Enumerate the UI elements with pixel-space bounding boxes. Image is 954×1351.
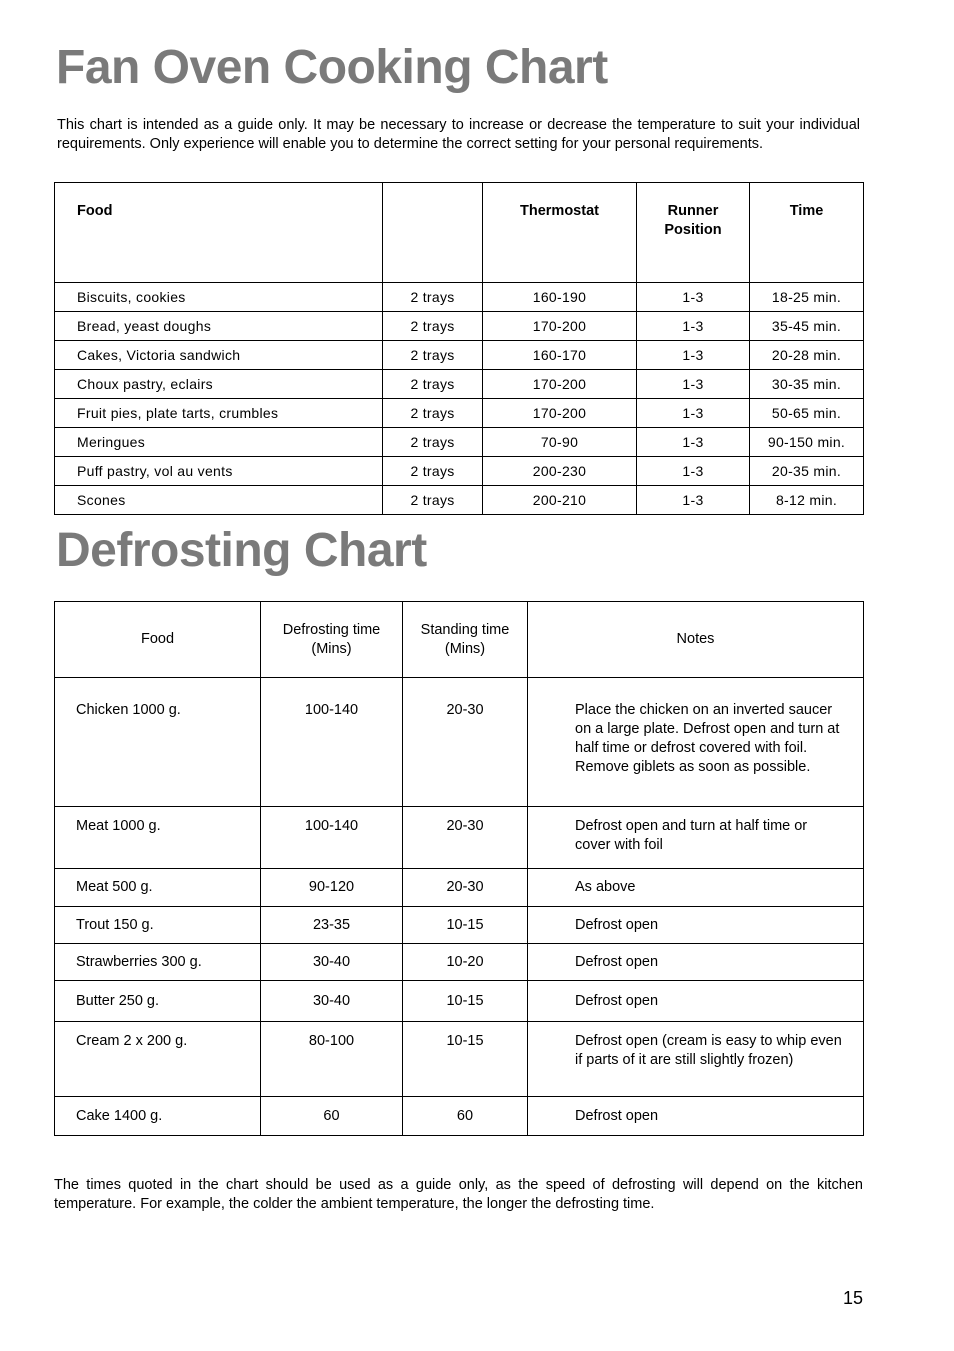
defrost-cell-standing-time: 10-15	[403, 981, 528, 1022]
fan-oven-intro: This chart is intended as a guide only. It may be necessary to increase or decrease the temperature to suit your individual requirements. Only experience will enable you to determine the correct setting for your personal requirements.	[57, 117, 860, 152]
defrost-cell-defrosting-time: 100-140	[261, 678, 403, 807]
fan-cell-quantity: 2 trays	[383, 283, 483, 312]
defrost-row	[55, 944, 864, 981]
fan-cell-food: Bread, yeast doughs	[55, 312, 383, 341]
defrost-header-defrosting-time: Defrosting time (Mins)	[261, 602, 403, 678]
defrost-cell-food: Chicken 1000 g.	[55, 678, 261, 807]
defrost-cell-notes: Defrost open and turn at half time or cover with foil	[528, 807, 864, 869]
defrost-cell-notes: Defrost open (cream is easy to whip even if parts of it are still slightly frozen)	[528, 1022, 864, 1097]
fan-oven-row	[55, 370, 864, 399]
defrost-row	[55, 1097, 864, 1136]
defrost-cell-notes: Defrost open	[528, 944, 864, 981]
defrost-row	[55, 1022, 864, 1097]
defrost-cell-defrosting-time: 30-40	[261, 944, 403, 981]
fan-cell-thermostat: 170-200	[483, 312, 637, 341]
defrost-cell-food: Meat 1000 g.	[55, 807, 261, 869]
fan-cell-thermostat: 170-200	[483, 370, 637, 399]
fan-cell-food: Biscuits, cookies	[55, 283, 383, 312]
fan-header-quantity	[383, 183, 483, 283]
fan-oven-row	[55, 457, 864, 486]
fan-header-runner-position: Runner Position	[637, 183, 750, 283]
defrosting-footer-note: The times quoted in the chart should be used as a guide only, as the speed of defrosting will depend on the kitchen temperature. For example, the colder the ambient temperature, the longer the defrosting time.	[54, 1177, 863, 1212]
fan-cell-food: Fruit pies, plate tarts, crumbles	[55, 399, 383, 428]
defrost-cell-notes: Defrost open	[528, 1097, 864, 1136]
fan-cell-food: Meringues	[55, 428, 383, 457]
fan-oven-row	[55, 428, 864, 457]
defrost-cell-notes: Defrost open	[528, 907, 864, 944]
fan-cell-quantity: 2 trays	[383, 312, 483, 341]
fan-cell-time: 20-28 min.	[750, 341, 864, 370]
fan-cell-quantity: 2 trays	[383, 457, 483, 486]
defrost-row	[55, 807, 864, 869]
fan-cell-food: Puff pastry, vol au vents	[55, 457, 383, 486]
fan-cell-thermostat: 160-190	[483, 283, 637, 312]
defrost-row	[55, 907, 864, 944]
defrosting-chart-title: Defrosting Chart	[56, 524, 427, 577]
defrost-cell-defrosting-time: 60	[261, 1097, 403, 1136]
defrost-cell-defrosting-time: 23-35	[261, 907, 403, 944]
defrost-cell-standing-time: 20-30	[403, 678, 528, 807]
fan-cell-runner-position: 1-3	[637, 457, 750, 486]
fan-cell-time: 35-45 min.	[750, 312, 864, 341]
fan-cell-thermostat: 160-170	[483, 341, 637, 370]
defrost-row	[55, 678, 864, 807]
defrosting-table	[54, 601, 864, 1136]
fan-cell-runner-position: 1-3	[637, 486, 750, 515]
fan-cell-quantity: 2 trays	[383, 399, 483, 428]
defrost-header-standing-time: Standing time (Mins)	[403, 602, 528, 678]
defrost-cell-notes: Defrost open	[528, 981, 864, 1022]
fan-oven-row	[55, 312, 864, 341]
fan-oven-table	[54, 182, 864, 515]
fan-oven-chart-title: Fan Oven Cooking Chart	[56, 41, 608, 94]
fan-cell-time: 30-35 min.	[750, 370, 864, 399]
defrost-cell-standing-time: 10-20	[403, 944, 528, 981]
fan-cell-thermostat: 170-200	[483, 399, 637, 428]
defrost-cell-standing-time: 10-15	[403, 1022, 528, 1097]
defrost-cell-notes: As above	[528, 869, 864, 907]
fan-cell-thermostat: 200-210	[483, 486, 637, 515]
fan-cell-quantity: 2 trays	[383, 486, 483, 515]
fan-cell-time: 20-35 min.	[750, 457, 864, 486]
fan-cell-runner-position: 1-3	[637, 341, 750, 370]
fan-cell-runner-position: 1-3	[637, 283, 750, 312]
defrost-header-row	[55, 602, 864, 678]
fan-cell-time: 50-65 min.	[750, 399, 864, 428]
fan-cell-runner-position: 1-3	[637, 370, 750, 399]
fan-cell-food: Scones	[55, 486, 383, 515]
fan-cell-runner-position: 1-3	[637, 312, 750, 341]
fan-oven-row	[55, 486, 864, 515]
defrost-cell-food: Cake 1400 g.	[55, 1097, 261, 1136]
fan-header-time: Time	[750, 183, 864, 283]
defrost-cell-standing-time: 20-30	[403, 807, 528, 869]
fan-cell-quantity: 2 trays	[383, 341, 483, 370]
fan-cell-quantity: 2 trays	[383, 370, 483, 399]
fan-oven-header-row	[55, 183, 864, 283]
defrost-cell-food: Cream 2 x 200 g.	[55, 1022, 261, 1097]
defrost-header-notes: Notes	[528, 602, 864, 678]
defrost-cell-standing-time: 60	[403, 1097, 528, 1136]
page-number: 15	[843, 1288, 864, 1308]
defrost-header-food: Food	[55, 602, 261, 678]
defrost-cell-defrosting-time: 90-120	[261, 869, 403, 907]
defrost-cell-food: Butter 250 g.	[55, 981, 261, 1022]
defrost-cell-defrosting-time: 80-100	[261, 1022, 403, 1097]
fan-cell-runner-position: 1-3	[637, 399, 750, 428]
defrost-cell-food: Meat 500 g.	[55, 869, 261, 907]
fan-header-food: Food	[55, 183, 383, 283]
defrost-cell-defrosting-time: 30-40	[261, 981, 403, 1022]
fan-cell-food: Choux pastry, eclairs	[55, 370, 383, 399]
fan-oven-row	[55, 283, 864, 312]
fan-cell-runner-position: 1-3	[637, 428, 750, 457]
defrost-cell-food: Trout 150 g.	[55, 907, 261, 944]
fan-cell-food: Cakes, Victoria sandwich	[55, 341, 383, 370]
fan-cell-thermostat: 200-230	[483, 457, 637, 486]
defrost-row	[55, 981, 864, 1022]
defrost-row	[55, 869, 864, 907]
defrost-cell-notes: Place the chicken on an inverted saucer on a large plate. Defrost open and turn at half time or defrost covered with foil. Remove giblets as soon as possible.	[528, 678, 864, 807]
fan-cell-thermostat: 70-90	[483, 428, 637, 457]
defrost-cell-standing-time: 20-30	[403, 869, 528, 907]
fan-cell-quantity: 2 trays	[383, 428, 483, 457]
defrost-cell-standing-time: 10-15	[403, 907, 528, 944]
fan-cell-time: 18-25 min.	[750, 283, 864, 312]
fan-oven-row	[55, 341, 864, 370]
defrost-cell-food: Strawberries 300 g.	[55, 944, 261, 981]
fan-oven-row	[55, 399, 864, 428]
fan-header-thermostat: Thermostat	[483, 183, 637, 283]
fan-cell-time: 90-150 min.	[750, 428, 864, 457]
fan-cell-time: 8-12 min.	[750, 486, 864, 515]
defrost-cell-defrosting-time: 100-140	[261, 807, 403, 869]
